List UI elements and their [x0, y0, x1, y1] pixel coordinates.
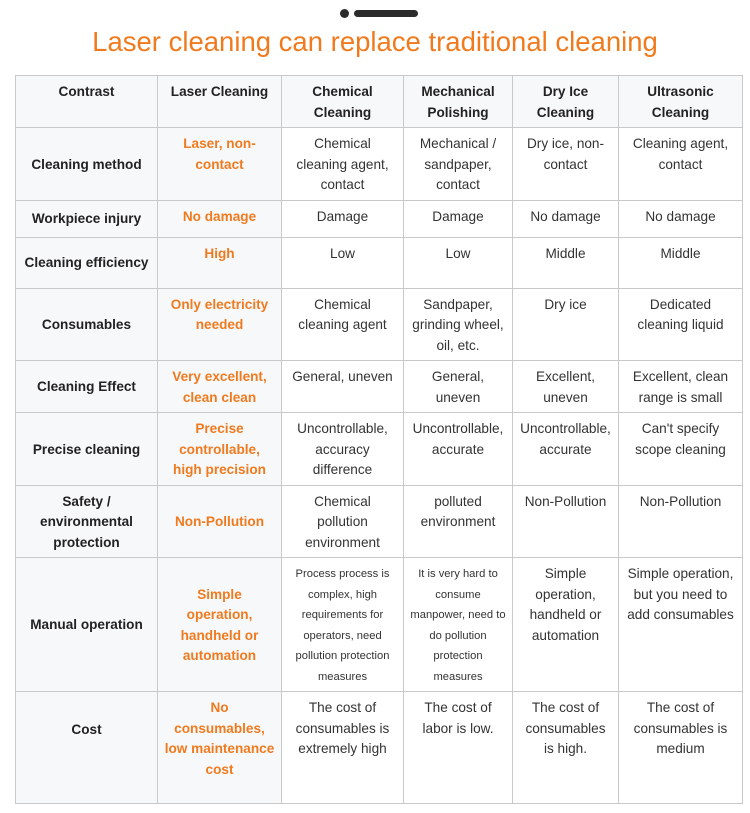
table-row — [16, 128, 743, 201]
chemical-cell: Uncontrollable, accuracy difference — [282, 413, 404, 486]
mechanical-cell: Sandpaper, grinding wheel, oil, etc. — [404, 288, 513, 361]
ultrasonic-cell: Excellent, clean range is small — [619, 361, 743, 413]
chemical-cell: Chemical cleaning agent — [282, 288, 404, 361]
row-label: Cleaning method — [16, 128, 158, 201]
ultrasonic-cell: The cost of consumables is medium — [619, 692, 743, 804]
mechanical-cell: It is very hard to consume manpower, need to do pollution protection measures — [404, 558, 513, 692]
comparison-table — [15, 75, 743, 804]
table-header-row — [16, 76, 743, 128]
dry-ice-cell: Simple operation, handheld or automation — [513, 558, 619, 692]
row-label: Cleaning Effect — [16, 361, 158, 413]
ultrasonic-cell: Can't specify scope cleaning — [619, 413, 743, 486]
column-header-ultrasonic: Ultrasonic Cleaning — [619, 76, 743, 128]
mechanical-cell: The cost of labor is low. — [404, 692, 513, 804]
chemical-cell: Damage — [282, 200, 404, 237]
row-label: Cleaning efficiency — [16, 237, 158, 288]
table-row — [16, 237, 743, 288]
ultrasonic-cell: No damage — [619, 200, 743, 237]
dry-ice-cell: Middle — [513, 237, 619, 288]
ultrasonic-cell: Simple operation, but you need to add consumables — [619, 558, 743, 692]
mechanical-cell: Low — [404, 237, 513, 288]
column-header-contrast: Contrast — [16, 76, 158, 128]
chemical-cell: Process process is complex, high requirements for operators, need pollution protection measures — [282, 558, 404, 692]
laser-cell: High — [158, 237, 282, 288]
carousel-dot[interactable] — [340, 9, 349, 18]
row-label: Workpiece injury — [16, 200, 158, 237]
table-row — [16, 288, 743, 361]
laser-cell: No consumables, low maintenance cost — [158, 692, 282, 804]
dry-ice-cell: Uncontrollable, accurate — [513, 413, 619, 486]
dry-ice-cell: No damage — [513, 200, 619, 237]
row-label: Consumables — [16, 288, 158, 361]
laser-cell: Only electricity needed — [158, 288, 282, 361]
carousel-active-bar[interactable] — [354, 10, 418, 17]
row-label: Cost — [16, 692, 158, 804]
laser-cell: Laser, non-contact — [158, 128, 282, 201]
dry-ice-cell: Non-Pollution — [513, 485, 619, 558]
table-row — [16, 361, 743, 413]
row-label: Safety / environmental protection — [16, 485, 158, 558]
table-row — [16, 200, 743, 237]
laser-cell: Precise controllable, high precision — [158, 413, 282, 486]
ultrasonic-cell: Middle — [619, 237, 743, 288]
ultrasonic-cell: Non-Pollution — [619, 485, 743, 558]
dry-ice-cell: Dry ice — [513, 288, 619, 361]
mechanical-cell: Damage — [404, 200, 513, 237]
column-header-laser: Laser Cleaning — [158, 76, 282, 128]
row-label: Manual operation — [16, 558, 158, 692]
chemical-cell: Chemical cleaning agent, contact — [282, 128, 404, 201]
laser-cell: Very excellent, clean clean — [158, 361, 282, 413]
dry-ice-cell: The cost of consumables is high. — [513, 692, 619, 804]
column-header-chemical: Chemical Cleaning — [282, 76, 404, 128]
table-row — [16, 485, 743, 558]
dry-ice-cell: Dry ice, non-contact — [513, 128, 619, 201]
row-label: Precise cleaning — [16, 413, 158, 486]
chemical-cell: General, uneven — [282, 361, 404, 413]
column-header-mechanical: Mechanical Polishing — [404, 76, 513, 128]
ultrasonic-cell: Dedicated cleaning liquid — [619, 288, 743, 361]
column-header-dry-ice: Dry Ice Cleaning — [513, 76, 619, 128]
mechanical-cell: polluted environment — [404, 485, 513, 558]
ultrasonic-cell: Cleaning agent, contact — [619, 128, 743, 201]
laser-cell: No damage — [158, 200, 282, 237]
mechanical-cell: General, uneven — [404, 361, 513, 413]
laser-cell: Simple operation, handheld or automation — [158, 558, 282, 692]
mechanical-cell: Mechanical / sandpaper, contact — [404, 128, 513, 201]
table-row — [16, 413, 743, 486]
page-title: Laser cleaning can replace traditional cleaning — [92, 26, 658, 57]
table-row — [16, 692, 743, 804]
laser-cell: Non-Pollution — [158, 485, 282, 558]
table-row — [16, 558, 743, 692]
mechanical-cell: Uncontrollable, accurate — [404, 413, 513, 486]
dry-ice-cell: Excellent, uneven — [513, 361, 619, 413]
chemical-cell: Chemical pollution environment — [282, 485, 404, 558]
carousel-indicator — [340, 9, 420, 18]
chemical-cell: Low — [282, 237, 404, 288]
chemical-cell: The cost of consumables is extremely high — [282, 692, 404, 804]
